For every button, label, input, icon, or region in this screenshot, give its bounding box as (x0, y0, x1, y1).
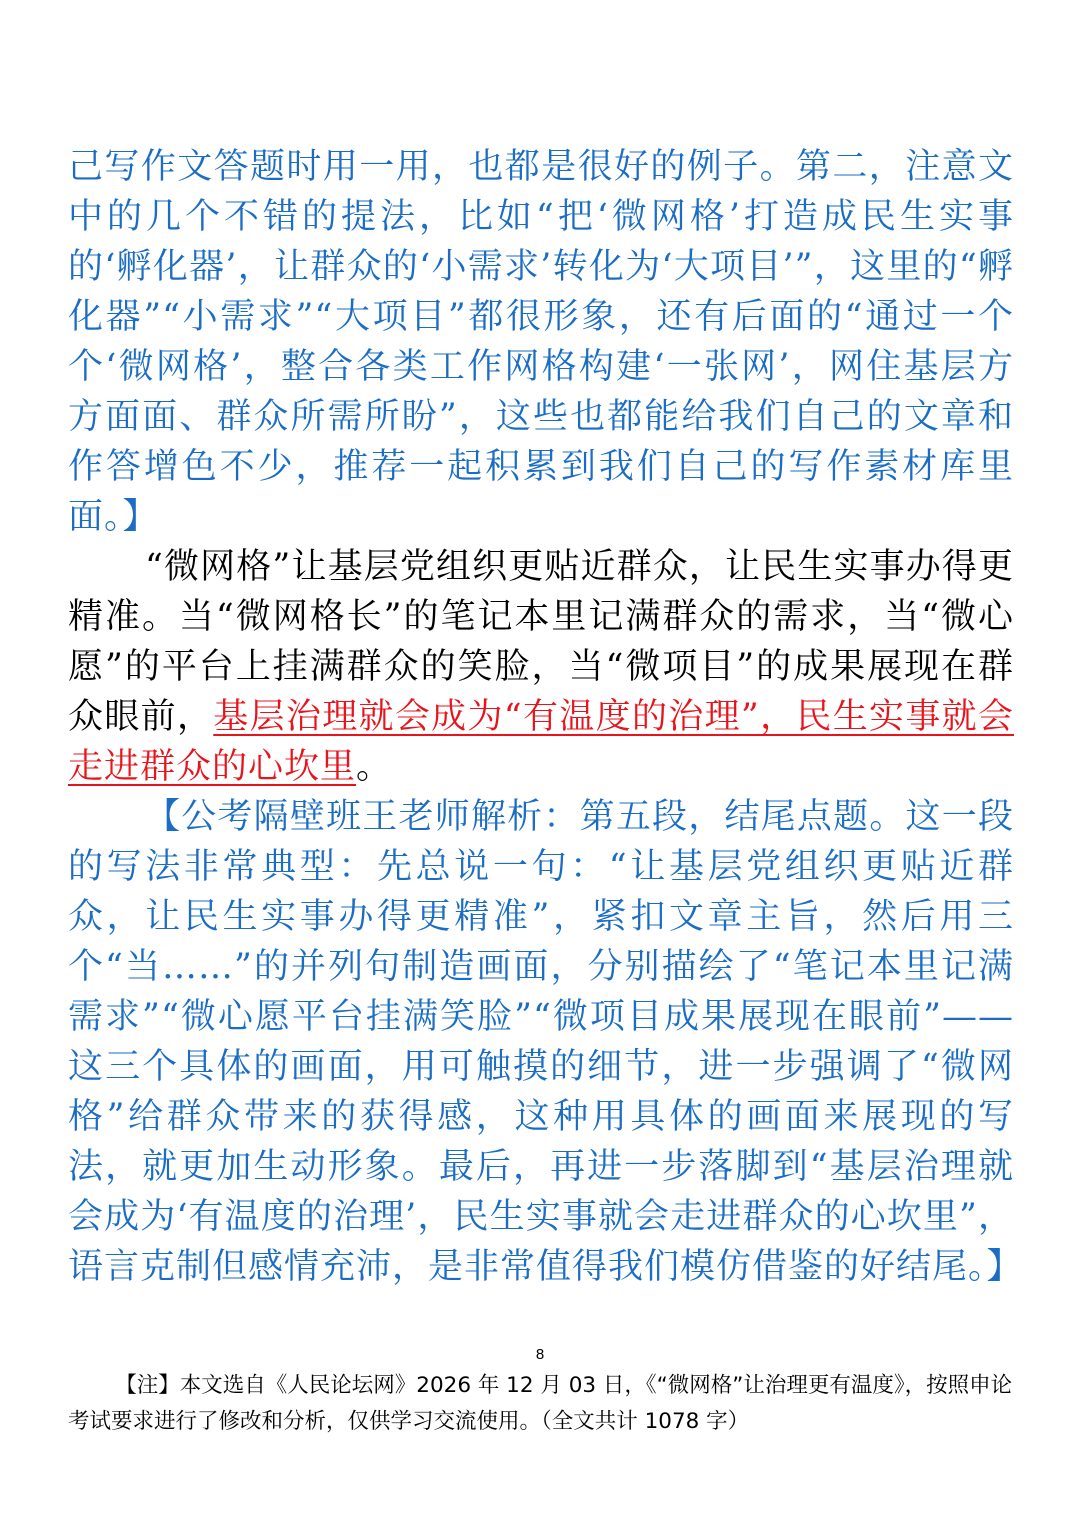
analysis-paragraph-continued: 己写作文答题时用一用，也都是很好的例子。第二，注意文中的几个不错的提法，比如“把‘微网格’打造成民生实事的‘孵化器’，让群众的‘小需求’转化为‘大项目’”，这里的“孵化器”“小需求”“大项目”都很形象，还有后面的“通过一个个‘微网格’，整合各类工作网格构建‘一张网’，网住基层方方面面、群众所需所盼”，这些也都能给我们自己的文章和作答增色不少，推荐一起积累到我们自己的写作素材库里面。】 (68, 147, 1014, 537)
analysis-paragraph: 【公考隔壁班王老师解析：第五段，结尾点题。这一段的写法非常典型：先总说一句：“让基层党组织更贴近群众，让民生实事办得更精准”，紧扣文章主旨，然后用三个“当……”的并列句制造画面，分别描绘了“笔记本里记满需求”“微心愿平台挂满笑脸”“微项目成果展现在眼前”——这三个具体的画面，用可触摸的细节，进一步强调了“微网格”给群众带来的获得感，这种用具体的画面来展现的写法，就更加生动形象。最后，再进一步落脚到“基层治理就会成为‘有温度的治理’，民生实事就会走进群众的心坎里”，语言克制但感情充沛，是非常值得我们模仿借鉴的好结尾。】 (68, 797, 1023, 1287)
body-text: “微网格”让基层党组织更贴近群众，让民生实事办得更精准。当“微网格长”的笔记本里记满群众的需求，当“微心愿”的平台上挂满群众的笑脸，当“微项目”的成果展现在群众眼前， (68, 547, 1014, 737)
body-paragraph-five (68, 542, 1014, 792)
sentence-end: 。 (356, 747, 393, 787)
footnote: 【注】本文选自《人民论坛网》2026 年 12 月 03 日，《“微网格”让治理更有温度》，按照申论考试要求进行了修改和分析，仅供学习交流使用。（全文共计 1078 字） (68, 1373, 1013, 1434)
document-body (68, 142, 1023, 1292)
page-number: 8 (535, 1346, 545, 1363)
highlighted-sentence: 基层治理就会成为“有温度的治理”，民生实事就会走进群众的心坎里 (68, 697, 1014, 787)
